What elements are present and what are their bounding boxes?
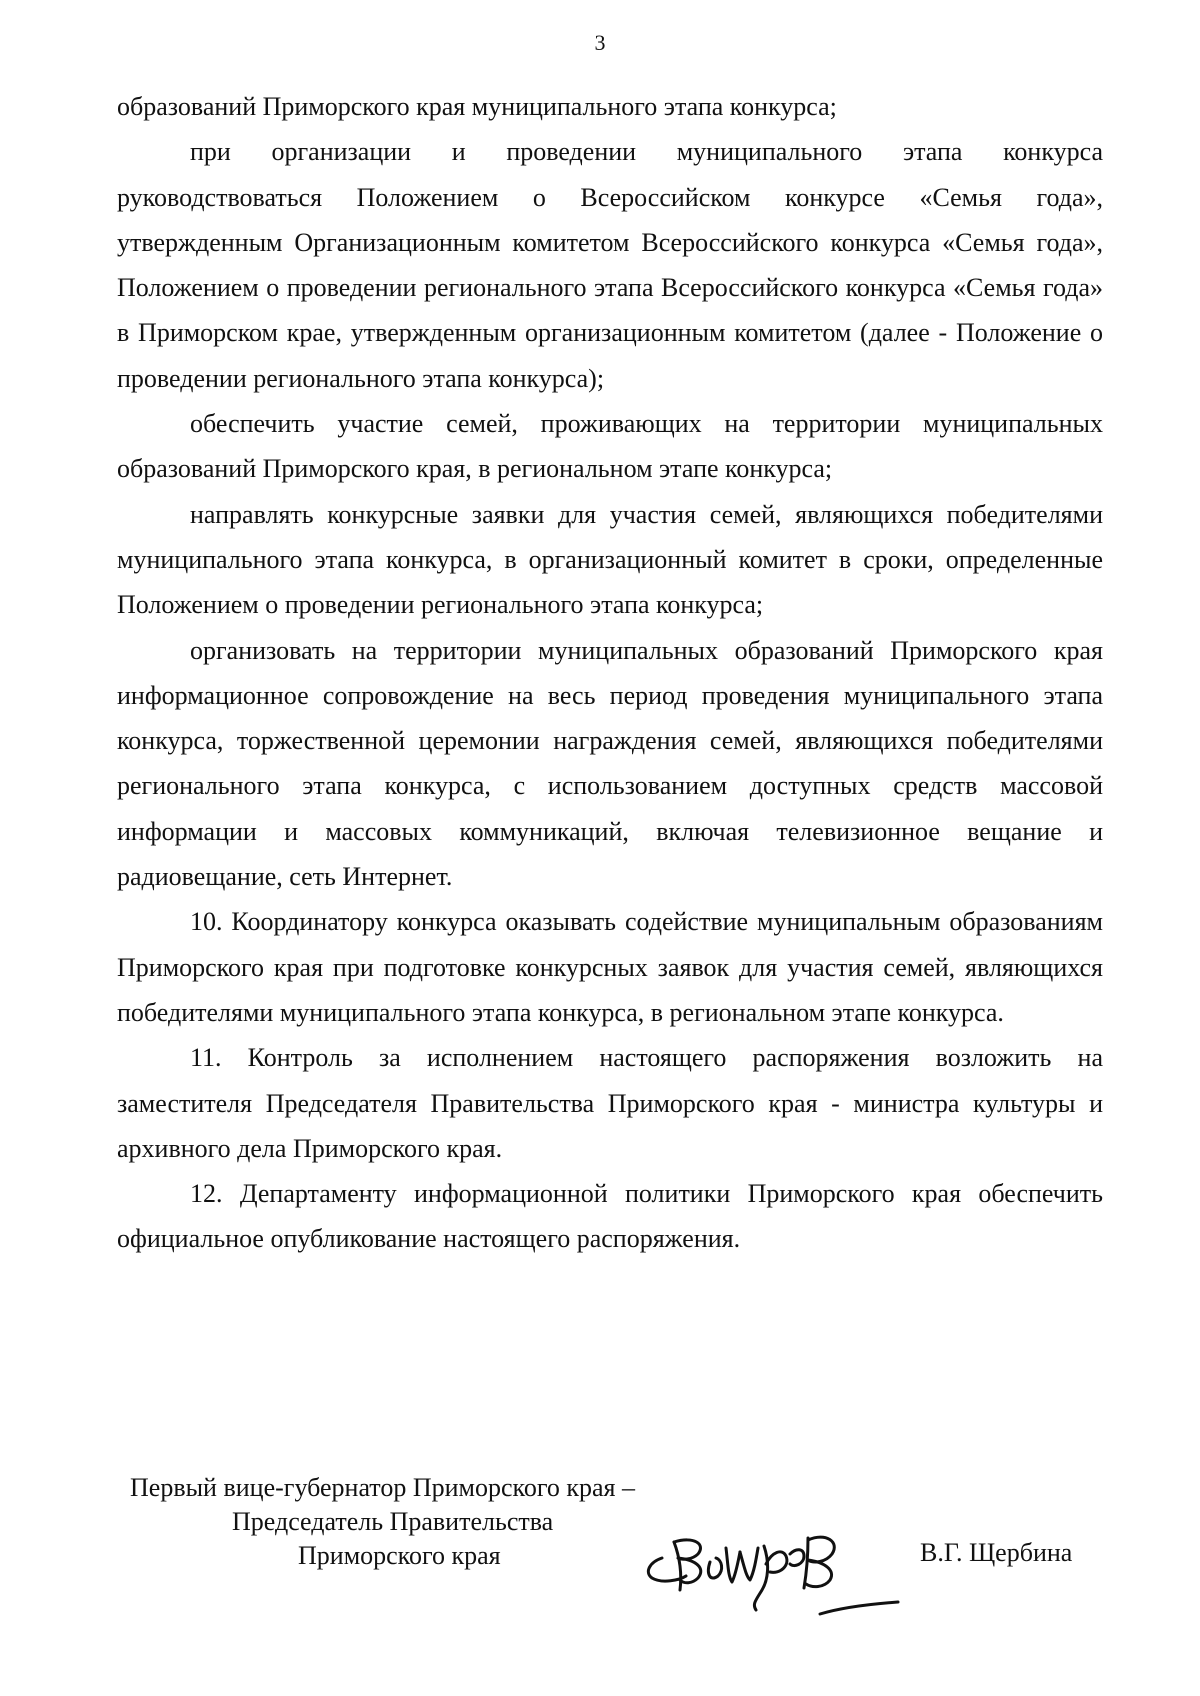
page-number: 3 bbox=[594, 30, 606, 55]
handwritten-signature-icon bbox=[640, 1518, 900, 1628]
signatory-name: В.Г. Щербина bbox=[920, 1538, 1073, 1567]
paragraph-information-support: организовать на территории муниципальных образований Приморского края информационное сопровождение на весь период проведения муниципального этапа конкурса, торжественной церемонии награждения семей, являющихся победителями регионального этапа конкурса, с использованием доступных средств массовой информации и массовых коммуникаций, включая телевизионное вещание и радиовещание, сеть Интернет. bbox=[117, 635, 1103, 892]
document-body bbox=[117, 84, 1103, 1262]
signatory-position-line-2: Председатель Правительства bbox=[232, 1507, 554, 1536]
paragraph-applications: направлять конкурсные заявки для участия семей, являющихся победителями муниципального этапа конкурса, в организационный комитет в сроки, определенные Положением о проведении регионального этапа конкурса; bbox=[117, 499, 1103, 620]
paragraph-regulation: при организации и проведении муниципального этапа конкурса руководствоваться Положением о Всероссийском конкурсе «Семья года», утвержденным Организационным комитетом Всероссийского конкурса «Семья года», Положением о проведении регионального этапа Всероссийского конкурса «Семья года» в Приморском крае, утвержденным организационным комитетом (далее - Положение о проведении регионального этапа конкурса); bbox=[117, 137, 1103, 393]
paragraph-item-12: 12. Департаменту информационной политики Приморского края обеспечить официальное опубликование настоящего распоряжения. bbox=[117, 1179, 1103, 1254]
signatory-position bbox=[130, 1471, 635, 1573]
signatory-position-line-1: Первый вице-губернатор Приморского края – bbox=[130, 1473, 635, 1502]
paragraph-participation: обеспечить участие семей, проживающих на территории муниципальных образований Приморского края, в региональном этапе конкурса; bbox=[117, 409, 1103, 484]
paragraph-continuation: образований Приморского края муниципального этапа конкурса; bbox=[117, 92, 837, 121]
signatory-position-line-3: Приморского края bbox=[298, 1541, 501, 1570]
paragraph-item-10: 10. Координатору конкурса оказывать содействие муниципальным образованиям Приморского края при подготовке конкурсных заявок для участия семей, являющихся победителями муниципального этапа конкурса, в региональном этапе конкурса. bbox=[117, 907, 1103, 1027]
paragraph-item-11: 11. Контроль за исполнением настоящего распоряжения возложить на заместителя Председателя Правительства Приморского края - министра культуры и архивного дела Приморского края. bbox=[117, 1043, 1103, 1163]
